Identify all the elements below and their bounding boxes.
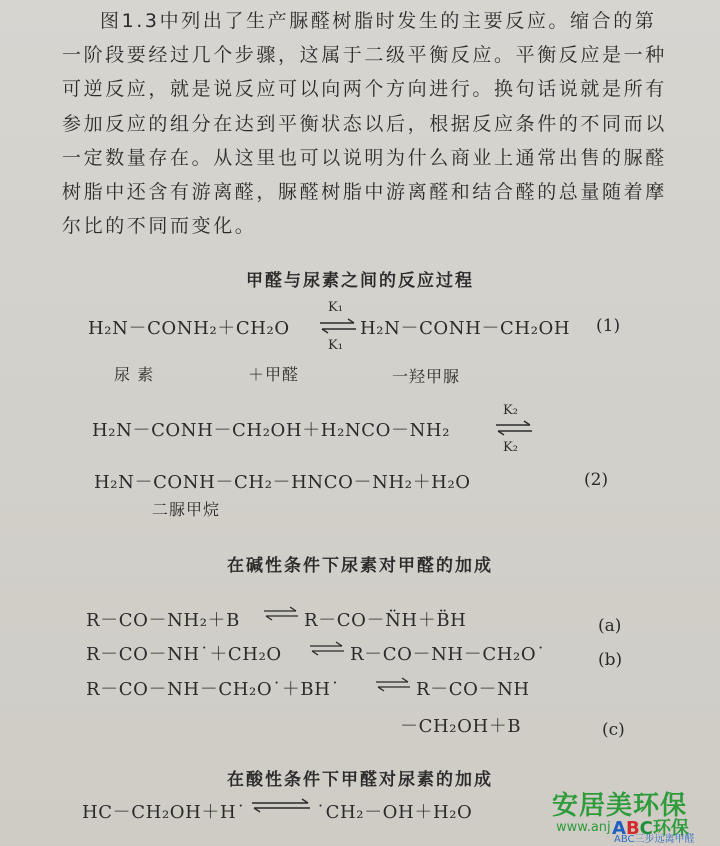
label-formaldehyde: ＋甲醛 — [248, 365, 300, 384]
equation-c-left: R－CO－NH－CH₂O˙＋BH˙ — [86, 679, 341, 700]
watermark-brand: 安居美环保 — [552, 791, 688, 821]
paragraph-line: 可逆反应，就是说反应可以向两个方向进行。换句话说就是所有 — [62, 78, 667, 101]
label-methylene-diurea: 二脲甲烷 — [152, 500, 221, 519]
equilibrium-arrow-icon — [318, 318, 358, 334]
equation-1-left: H₂N－CONH₂＋CH₂O — [88, 318, 290, 339]
paragraph-line: 图1.3中列出了生产脲醛树脂时发生的主要反应。缩合的第 — [100, 10, 657, 32]
equation-a-left: R－CO－NH₂＋B — [86, 610, 240, 631]
equilibrium-arrow-icon — [250, 797, 312, 813]
equation-c-right: R－CO－NH — [416, 679, 530, 700]
body-paragraph — [62, 4, 667, 243]
paragraph-line: 尔比的不同而变化。 — [62, 215, 257, 238]
equation-2-line-2: H₂N－CONH－CH₂－HNCO－NH₂＋H₂O — [94, 472, 471, 493]
equation-b-left: R－CO－NH˙＋CH₂O — [86, 644, 282, 665]
watermark-letter-a: A — [612, 818, 626, 839]
equilibrium-arrow-icon — [494, 420, 534, 436]
paragraph-line: 树脂中还含有游离醛，脲醛树脂中游离醛和结合醛的总量随着摩 — [62, 181, 667, 204]
equation-label-b: (b) — [598, 650, 623, 670]
rate-constant-k2-forward: K₂ — [503, 403, 518, 418]
equation-label-c: (c) — [602, 720, 625, 740]
equation-b-right: R－CO－NH－CH₂O˙ — [350, 644, 546, 665]
watermark-letter-b: B — [625, 818, 640, 839]
equation-1-right: H₂N－CONH－CH₂OH — [360, 318, 571, 339]
equation-2-line-1: H₂N－CONH－CH₂OH＋H₂NCO－NH₂ — [92, 420, 451, 441]
equilibrium-arrow-icon — [262, 605, 300, 621]
paragraph-line: 一定数量存在。从这里也可以说明为什么商业上通常出售的脲醛 — [62, 146, 667, 169]
paragraph-line: 参加反应的组分在达到平衡状态以后，根据反应条件的不同而以 — [62, 112, 667, 135]
equation-label-a: (a) — [598, 616, 622, 636]
equation-c-line-2: －CH₂OH＋B — [400, 716, 522, 737]
watermark-url: www.anj — [556, 820, 611, 835]
equilibrium-arrow-icon — [308, 640, 346, 656]
equation-d-right: ˙CH₂－OH＋H₂O — [316, 802, 473, 823]
rate-constant-k2-reverse: K₂ — [503, 440, 518, 455]
rate-constant-k1-reverse: K₁ — [328, 338, 343, 353]
watermark-abc-suffix: 环保 — [652, 818, 689, 839]
equation-a-right: R－CO－N̈H＋B̈H — [304, 610, 467, 631]
equilibrium-arrow-icon — [374, 676, 412, 692]
watermark-slogan: ABC三步远离甲醛 — [614, 834, 695, 845]
label-monomethylol-urea: 一羟甲脲 — [392, 367, 461, 386]
label-urea: 尿 素 — [114, 365, 155, 384]
paragraph-line: 一阶段要经过几个步骤，这属于二级平衡反应。平衡反应是一种 — [62, 44, 667, 67]
section-heading-urea-formaldehyde: 甲醛与尿素之间的反应过程 — [246, 271, 474, 291]
equation-number-2: (2) — [584, 470, 609, 490]
section-heading-acidic: 在酸性条件下甲醛对尿素的加成 — [227, 770, 493, 790]
equation-d-left: HC－CH₂OH＋H˙ — [82, 802, 246, 823]
equation-number-1: (1) — [596, 316, 621, 336]
rate-constant-k1-forward: K₁ — [328, 300, 343, 315]
section-heading-alkaline: 在碱性条件下尿素对甲醛的加成 — [227, 556, 493, 576]
watermark-letter-c: C — [639, 818, 653, 839]
